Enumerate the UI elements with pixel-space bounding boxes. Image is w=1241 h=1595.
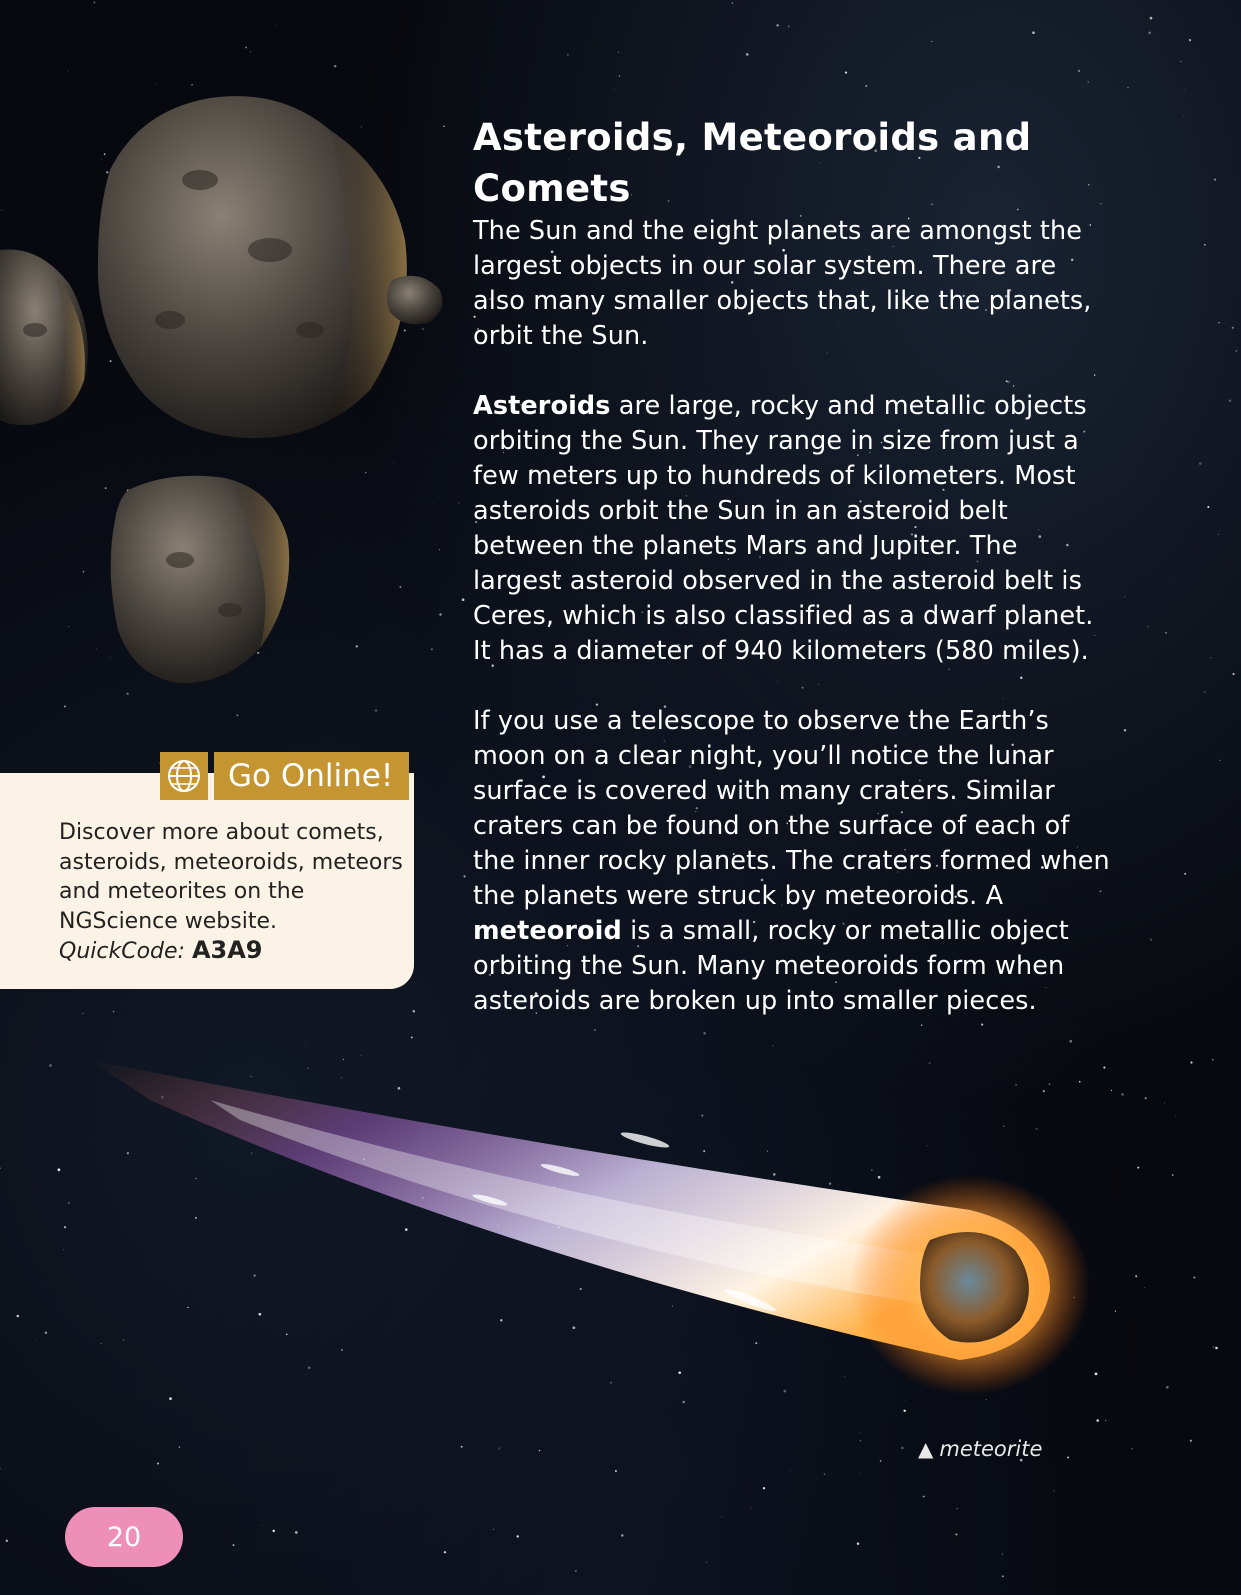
star bbox=[179, 1446, 180, 1447]
star bbox=[0, 1468, 1, 1469]
star bbox=[788, 25, 790, 27]
quickcode-value[interactable]: A3A9 bbox=[191, 936, 263, 964]
asteroids-text: are large, rocky and metallic objects orbiting the Sun. They range in size from just a few meters up to hundreds of kilometers. Most asteroids orbit the Sun in an asteroid belt between the planets Mars and Jupiter. The largest asteroid observed in the asteroid belt is Ceres, which is also classified as a dwarf planet. It has a diameter of 940 kilometers (580 miles). bbox=[473, 391, 1094, 666]
star bbox=[1190, 1440, 1192, 1442]
star bbox=[1165, 632, 1167, 634]
article bbox=[473, 112, 1113, 1054]
star bbox=[615, 89, 616, 90]
star bbox=[493, 1529, 494, 1530]
star bbox=[413, 1010, 416, 1013]
star bbox=[1088, 81, 1089, 82]
star bbox=[750, 1508, 751, 1509]
star bbox=[361, 1055, 362, 1056]
star bbox=[859, 1474, 860, 1475]
star bbox=[1189, 39, 1191, 41]
star bbox=[295, 1531, 298, 1534]
star bbox=[1184, 873, 1186, 875]
star bbox=[575, 1570, 577, 1572]
star bbox=[721, 1516, 722, 1517]
star bbox=[1150, 17, 1153, 20]
star bbox=[615, 1470, 617, 1472]
star bbox=[931, 41, 932, 42]
star bbox=[732, 2, 733, 3]
star bbox=[824, 1473, 826, 1475]
page-number: 20 bbox=[65, 1507, 183, 1567]
star bbox=[1212, 1059, 1214, 1061]
star bbox=[880, 1460, 882, 1462]
star bbox=[411, 1036, 413, 1038]
asteroids-paragraph bbox=[473, 389, 1113, 669]
caption-text: meteorite bbox=[939, 1437, 1043, 1461]
star bbox=[272, 1530, 275, 1533]
star bbox=[236, 714, 238, 716]
star bbox=[1215, 1347, 1218, 1350]
star bbox=[1180, 61, 1181, 62]
star bbox=[63, 1249, 64, 1250]
go-online-heading: Go Online! bbox=[214, 752, 409, 800]
star bbox=[1207, 506, 1209, 508]
star bbox=[1124, 596, 1125, 597]
asteroids-image bbox=[0, 0, 460, 700]
star bbox=[0, 1168, 1, 1169]
meteoroid-term: meteoroid bbox=[473, 916, 622, 946]
star bbox=[517, 1535, 519, 1537]
star bbox=[1199, 462, 1202, 465]
page-title: Asteroids, Meteoroids and Comets bbox=[473, 116, 1032, 210]
star bbox=[1166, 1386, 1169, 1389]
meteoroid-text-after: is a small, rocky or metallic object orbiting the Sun. Many meteoroids form when asteroids are broken up into smaller pieces. bbox=[473, 916, 1069, 1016]
star bbox=[901, 1447, 903, 1449]
star bbox=[1032, 31, 1035, 34]
meteorite-image bbox=[90, 1060, 1130, 1420]
star bbox=[64, 705, 66, 707]
star bbox=[1124, 729, 1127, 732]
star bbox=[1170, 581, 1171, 582]
star bbox=[1078, 70, 1080, 72]
star bbox=[706, 1562, 707, 1563]
star bbox=[1213, 1347, 1214, 1348]
star bbox=[1235, 350, 1237, 352]
star bbox=[1147, 626, 1148, 627]
star bbox=[1131, 1448, 1132, 1449]
star bbox=[1218, 534, 1219, 535]
star bbox=[375, 709, 377, 711]
star bbox=[461, 1446, 463, 1448]
star bbox=[45, 1331, 48, 1334]
quickcode-line bbox=[59, 936, 404, 967]
star bbox=[956, 1508, 958, 1510]
star bbox=[567, 54, 569, 56]
star bbox=[860, 1440, 861, 1441]
star bbox=[1172, 1174, 1174, 1176]
star bbox=[64, 1226, 66, 1228]
star bbox=[539, 1450, 541, 1452]
star bbox=[1190, 1061, 1192, 1063]
quickcode-label: QuickCode: bbox=[59, 939, 185, 964]
star bbox=[17, 1315, 20, 1318]
star bbox=[1105, 1420, 1106, 1421]
star bbox=[1232, 327, 1234, 329]
star bbox=[463, 875, 465, 877]
star bbox=[923, 1496, 925, 1498]
star bbox=[1127, 87, 1128, 88]
star bbox=[1210, 657, 1212, 659]
star bbox=[898, 1432, 899, 1433]
star bbox=[1148, 32, 1151, 35]
meteoroid-paragraph bbox=[473, 704, 1113, 1019]
star bbox=[1183, 115, 1184, 116]
star bbox=[1214, 179, 1216, 181]
star bbox=[1067, 1456, 1069, 1458]
star bbox=[776, 24, 778, 26]
star bbox=[262, 1525, 263, 1526]
star bbox=[1164, 1102, 1165, 1103]
asteroids-term: Asteroids bbox=[473, 391, 611, 421]
star bbox=[1193, 1276, 1195, 1278]
star bbox=[621, 1534, 624, 1537]
star bbox=[763, 1487, 765, 1489]
star bbox=[857, 1542, 860, 1545]
star bbox=[1204, 691, 1205, 692]
star bbox=[790, 1470, 791, 1471]
star bbox=[233, 1544, 235, 1546]
star bbox=[618, 52, 619, 53]
star bbox=[498, 1447, 500, 1449]
star bbox=[113, 1011, 114, 1012]
meteoroid-text-before: If you use a telescope to observe the Earth’s moon on a clear night, you’ll notice the lunar surface is covered with many craters. Similar craters can be found on the surface of each of the inner rocky planets. The craters formed when the planets were struck by meteoroids. A bbox=[473, 706, 1110, 911]
star bbox=[1144, 1287, 1145, 1288]
star bbox=[6, 1540, 8, 1542]
star bbox=[49, 1064, 52, 1067]
meteorite-caption bbox=[918, 1437, 1042, 1461]
star bbox=[305, 1045, 306, 1046]
star bbox=[68, 1202, 69, 1203]
star bbox=[865, 85, 867, 87]
star bbox=[1220, 760, 1221, 761]
star bbox=[859, 1432, 860, 1433]
star bbox=[1232, 673, 1234, 675]
star bbox=[157, 1462, 159, 1464]
star bbox=[444, 1551, 446, 1553]
star bbox=[746, 53, 749, 56]
star bbox=[1135, 1275, 1137, 1277]
star bbox=[955, 1533, 957, 1535]
star bbox=[82, 1013, 84, 1015]
star bbox=[1185, 90, 1186, 91]
star bbox=[619, 75, 621, 77]
star bbox=[1229, 399, 1231, 401]
star bbox=[1218, 322, 1219, 323]
star bbox=[845, 72, 847, 74]
go-online-description: Discover more about comets, asteroids, meteoroids, meteors and meteorites on the NGScience website. bbox=[59, 820, 403, 934]
star bbox=[1175, 1116, 1176, 1117]
star bbox=[1002, 1575, 1004, 1577]
star bbox=[1150, 938, 1153, 941]
star bbox=[1204, 244, 1206, 246]
star bbox=[58, 1168, 61, 1171]
intro-paragraph: The Sun and the eight planets are amongst the largest objects in our solar system. There are also many smaller objects that, like the planets, orbit the Sun. bbox=[473, 216, 1092, 351]
star bbox=[1137, 1167, 1139, 1169]
star bbox=[462, 598, 465, 601]
globe-icon bbox=[160, 752, 208, 800]
star bbox=[1145, 1097, 1147, 1099]
star bbox=[1002, 1554, 1003, 1555]
triangle-icon: ▲ bbox=[918, 1437, 934, 1461]
go-online-text-block bbox=[59, 818, 404, 967]
star bbox=[35, 1340, 36, 1341]
star bbox=[1053, 1490, 1054, 1491]
go-online-header[interactable] bbox=[160, 752, 409, 800]
